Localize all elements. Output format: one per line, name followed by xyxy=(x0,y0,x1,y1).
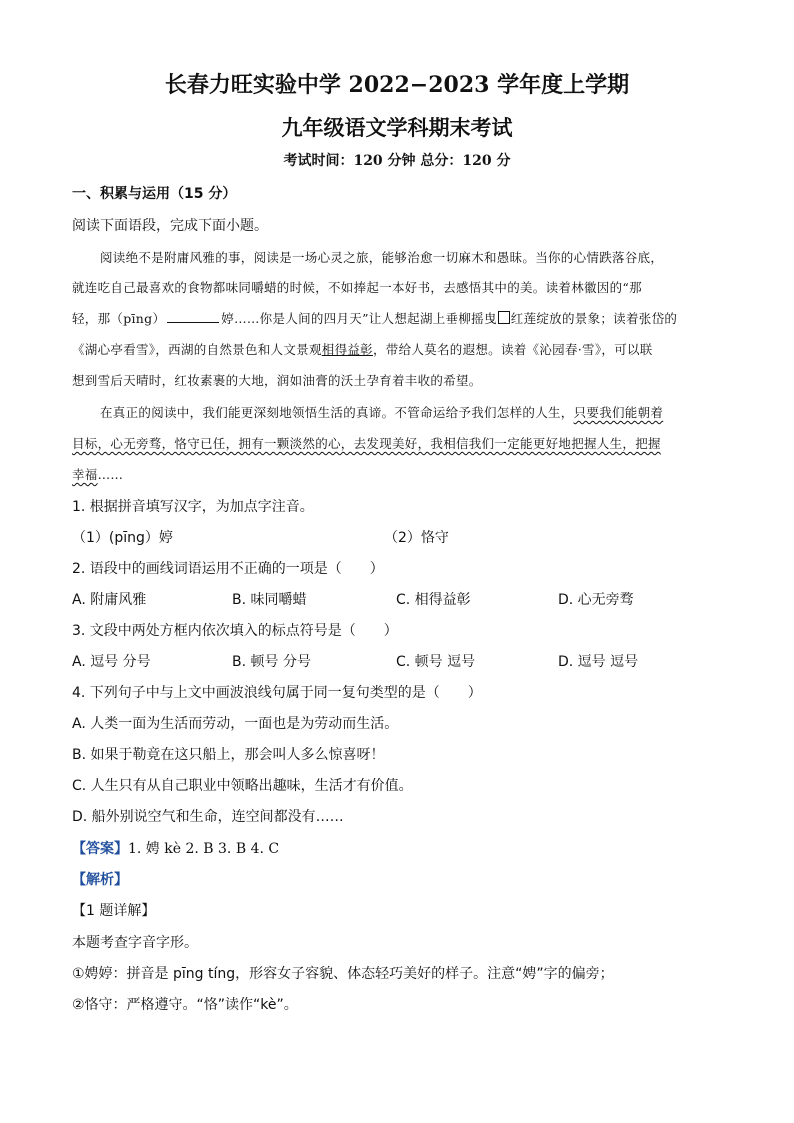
section-heading: 一、积累与运用（15 分） xyxy=(72,186,237,202)
passage-line: 想到雪后天晴时，红妆素裹的大地，润如油膏的沃土孕育着丰收的希望。 xyxy=(72,373,482,388)
question-2: 2. 语段中的画线词语运用不正确的一项是（ ） xyxy=(72,561,384,577)
q4-option-c: C. 人生只有从自己职业中领略出趣味，生活才有价值。 xyxy=(72,778,413,794)
analysis-intro: 本题考查字音字形。 xyxy=(72,935,198,951)
answer-label: 【答案】 xyxy=(72,841,128,857)
question-1: 1. 根据拼音填写汉字，为加点字注音。 xyxy=(72,499,314,515)
wavy-sentence: 幸福 xyxy=(72,467,98,482)
question-1-part-1: （1）(pīng）婷 xyxy=(72,530,173,546)
passage-text: 在真正的阅读中，我们能更深刻地领悟生活的真谛。不管命运给予我们怎样的人生， xyxy=(100,405,574,420)
q4-option-b: B. 如果于勒竟在这只船上，那会叫人多么惊喜呀！ xyxy=(72,747,385,763)
passage-line xyxy=(72,340,653,358)
q4-option-d: D. 船外别说空气和生命，连空间都没有…… xyxy=(72,809,344,825)
section-instruction: 阅读下面语段，完成下面小题。 xyxy=(72,218,268,234)
wavy-sentence: 目标，心无旁骛，恪守已任，拥有一颗淡然的心，去发现美好，我相信我们一定能更好地把握人生，把握 xyxy=(72,436,661,451)
q2-option-b: B. 味同嚼蜡 xyxy=(232,592,307,608)
q2-option-d: D. 心无旁骛 xyxy=(558,592,634,608)
passage-text: 红莲绽放的景象；读着张岱的 xyxy=(510,311,678,326)
exam-info: 考试时间：120 分钟 总分：120 分 xyxy=(283,153,511,169)
question-1-part-2: （2）恪守 xyxy=(384,530,449,546)
passage-line xyxy=(72,309,677,327)
question-3: 3. 文段中两处方框内依次填入的标点符号是（ ） xyxy=(72,623,398,639)
punctuation-box xyxy=(498,311,510,324)
wavy-sentence: 只要我们能朝着 xyxy=(573,405,664,420)
q3-option-d: D. 逗号 逗号 xyxy=(558,654,639,670)
answer-text: 1. 娉 kè 2. B 3. B 4. C xyxy=(128,841,280,857)
passage-text: ，带给人莫名的遐想。读着《沁园春·雪》，可以联 xyxy=(372,342,653,357)
passage-line xyxy=(72,465,123,483)
passage-text: 婷……你是人间的四月天”让人想起湖上垂柳摇曳 xyxy=(221,311,497,326)
analysis-item-2: ②恪守：严格遵守。“恪”读作“kè”。 xyxy=(72,997,298,1013)
detail-label: 【1 题详解】 xyxy=(72,903,156,919)
analysis-label: 【解析】 xyxy=(72,872,128,888)
passage-text: 《湖心亭看雪》，西湖的自然景色和人文景观 xyxy=(72,342,322,357)
q3-option-a: A. 逗号 分号 xyxy=(72,654,151,670)
passage-line xyxy=(72,434,661,452)
passage-line xyxy=(100,403,663,421)
q4-option-a: A. 人类一面为生活而劳动，一面也是为劳动而生活。 xyxy=(72,716,399,732)
q3-option-b: B. 顿号 分号 xyxy=(232,654,311,670)
analysis-item-1: ①娉婷：拼音是 pīng tíng，形容女子容貌、体态轻巧美好的样子。注意“娉”字的偏旁； xyxy=(72,966,614,982)
underlined-phrase: 相得益彰 xyxy=(321,342,373,357)
question-4: 4. 下列句子中与上文中画波浪线句属于同一复句类型的是（ ） xyxy=(72,685,482,701)
q3-option-c: C. 顿号 逗号 xyxy=(396,654,476,670)
exam-title: 九年级语文学科期末考试 xyxy=(281,115,513,140)
school-title: 长春力旺实验中学 2022−2023 学年度上学期 xyxy=(164,72,630,98)
passage-text: 轻，那（pīng） xyxy=(72,311,166,326)
q2-option-a: A. 附庸风雅 xyxy=(72,592,147,608)
passage-text: …… xyxy=(97,467,124,482)
fill-blank xyxy=(167,310,219,323)
answer-line xyxy=(72,838,279,858)
passage-line: 阅读绝不是附庸风雅的事，阅读是一场心灵之旅，能够治愈一切麻木和愚昧。当你的心情跌落谷底， xyxy=(100,250,664,265)
q2-option-c: C. 相得益彰 xyxy=(396,592,471,608)
passage-line: 就连吃自己最喜欢的食物都味同嚼蜡的时候，不如捧起一本好书，去感悟其中的美。读着林徽因的“那 xyxy=(72,280,642,295)
